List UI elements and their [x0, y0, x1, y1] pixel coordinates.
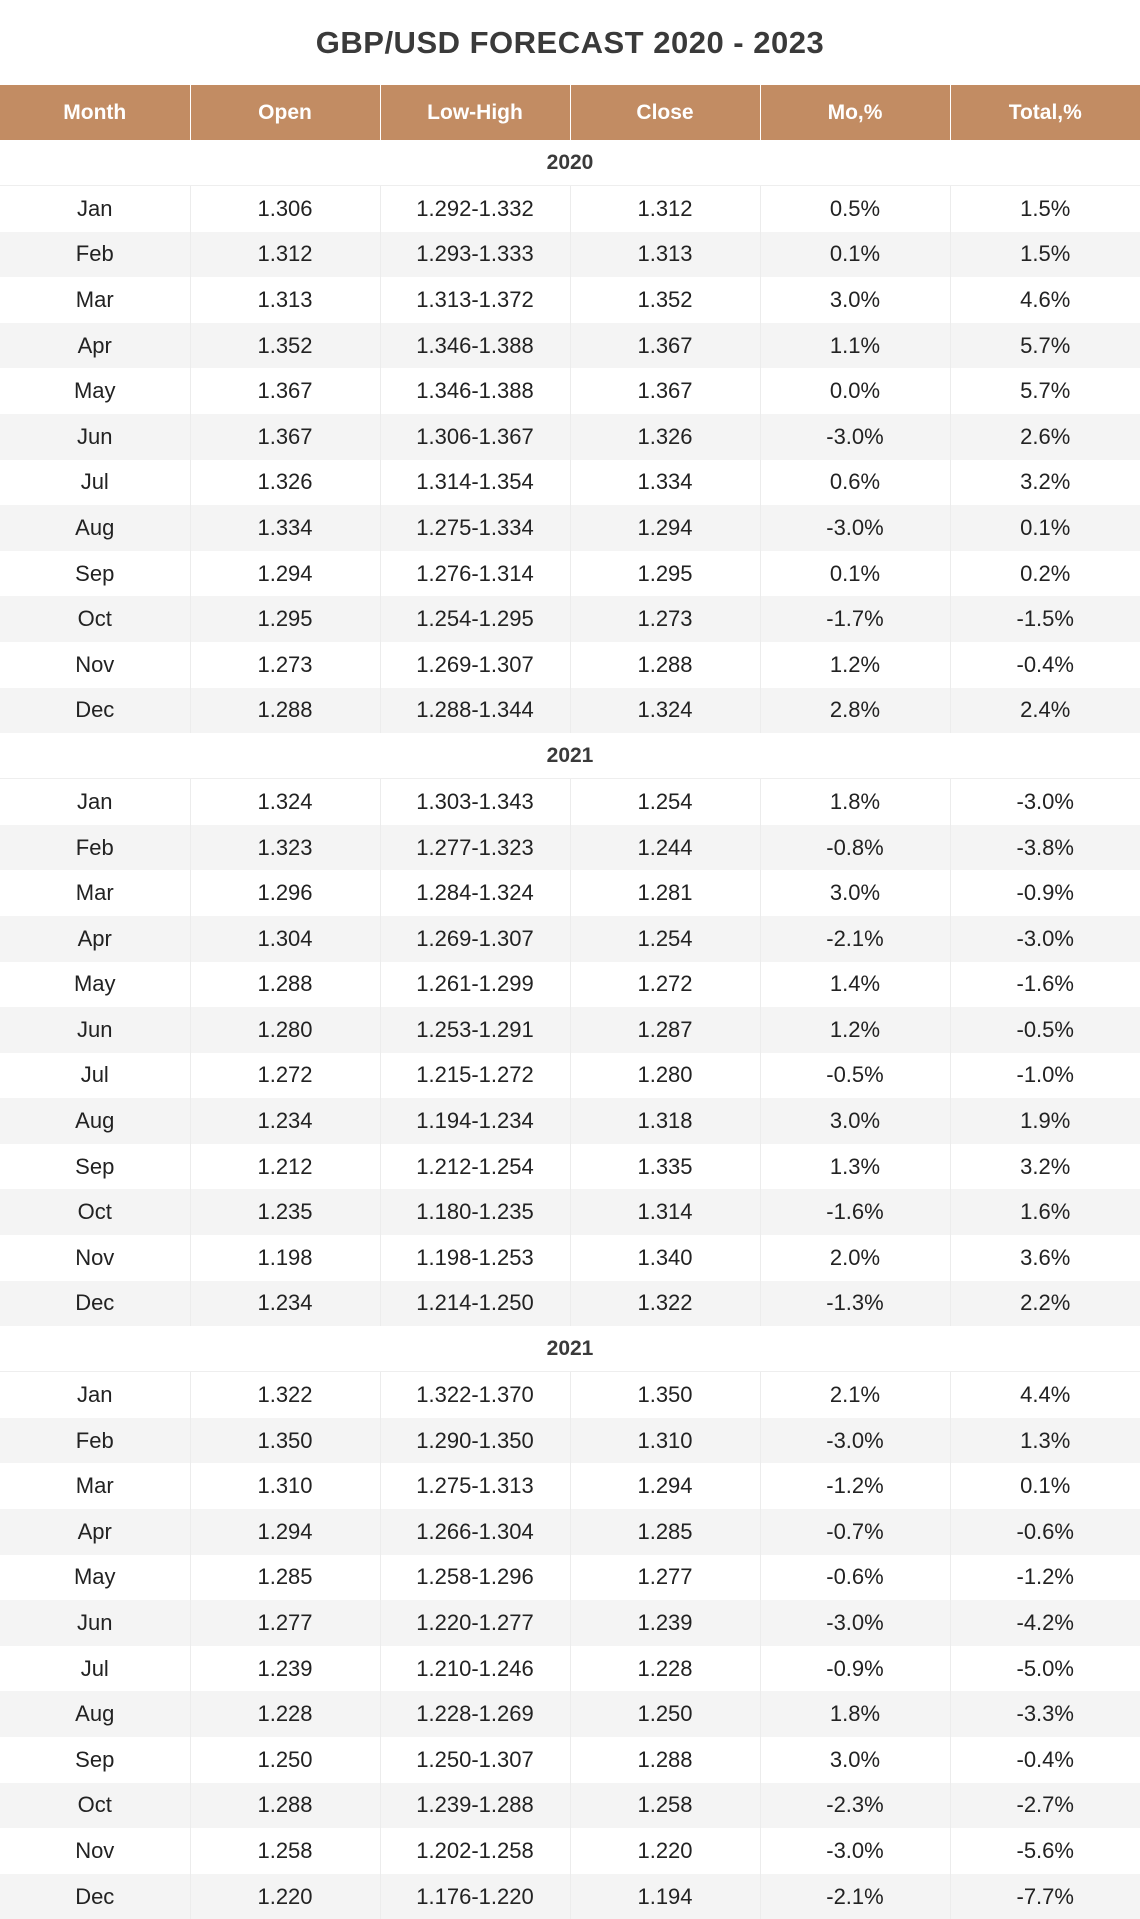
month-cell: May	[0, 1555, 190, 1601]
low-high-cell: 1.276-1.314	[380, 551, 570, 597]
month-change-cell: -1.6%	[760, 1189, 950, 1235]
close-cell: 1.281	[570, 870, 760, 916]
total-change-cell: -3.0%	[950, 916, 1140, 962]
total-change-cell: -1.5%	[950, 596, 1140, 642]
low-high-cell: 1.290-1.350	[380, 1418, 570, 1464]
column-header-month-change: Mo,%	[760, 85, 950, 140]
close-cell: 1.322	[570, 1281, 760, 1327]
total-change-cell: -0.4%	[950, 642, 1140, 688]
total-change-cell: 2.6%	[950, 414, 1140, 460]
close-cell: 1.335	[570, 1144, 760, 1190]
total-change-cell: -4.2%	[950, 1600, 1140, 1646]
month-cell: Feb	[0, 1418, 190, 1464]
month-change-cell: -0.9%	[760, 1646, 950, 1692]
table-row	[0, 1098, 1140, 1144]
table-row	[0, 1691, 1140, 1737]
close-cell: 1.287	[570, 1007, 760, 1053]
close-cell: 1.254	[570, 779, 760, 825]
header-row	[0, 85, 1140, 140]
open-cell: 1.294	[190, 1509, 380, 1555]
close-cell: 1.280	[570, 1053, 760, 1099]
month-change-cell: 3.0%	[760, 1098, 950, 1144]
low-high-cell: 1.194-1.234	[380, 1098, 570, 1144]
total-change-cell: -3.3%	[950, 1691, 1140, 1737]
open-cell: 1.235	[190, 1189, 380, 1235]
total-change-cell: -5.0%	[950, 1646, 1140, 1692]
low-high-cell: 1.198-1.253	[380, 1235, 570, 1281]
low-high-cell: 1.313-1.372	[380, 277, 570, 323]
table-row	[0, 1189, 1140, 1235]
table-row	[0, 1555, 1140, 1601]
close-cell: 1.340	[570, 1235, 760, 1281]
low-high-cell: 1.269-1.307	[380, 916, 570, 962]
total-change-cell: 0.1%	[950, 505, 1140, 551]
column-header-total-change: Total,%	[950, 85, 1140, 140]
month-cell: Mar	[0, 1463, 190, 1509]
total-change-cell: 1.6%	[950, 1189, 1140, 1235]
month-cell: Feb	[0, 825, 190, 871]
table-row	[0, 916, 1140, 962]
total-change-cell: -0.9%	[950, 870, 1140, 916]
total-change-cell: 4.4%	[950, 1372, 1140, 1418]
close-cell: 1.288	[570, 642, 760, 688]
close-cell: 1.220	[570, 1828, 760, 1874]
table-row	[0, 186, 1140, 232]
open-cell: 1.239	[190, 1646, 380, 1692]
month-cell: Oct	[0, 1783, 190, 1829]
table-row	[0, 277, 1140, 323]
month-cell: Apr	[0, 323, 190, 369]
month-cell: Mar	[0, 870, 190, 916]
close-cell: 1.250	[570, 1691, 760, 1737]
year-label: 2021	[0, 733, 1140, 779]
total-change-cell: -0.4%	[950, 1737, 1140, 1783]
close-cell: 1.324	[570, 688, 760, 734]
table-body	[0, 140, 1140, 1919]
month-cell: Dec	[0, 1281, 190, 1327]
open-cell: 1.288	[190, 1783, 380, 1829]
total-change-cell: 1.5%	[950, 232, 1140, 278]
open-cell: 1.280	[190, 1007, 380, 1053]
total-change-cell: -3.0%	[950, 779, 1140, 825]
month-change-cell: -1.2%	[760, 1463, 950, 1509]
table-row	[0, 1783, 1140, 1829]
month-cell: Jan	[0, 1372, 190, 1418]
month-cell: Dec	[0, 688, 190, 734]
low-high-cell: 1.258-1.296	[380, 1555, 570, 1601]
close-cell: 1.288	[570, 1737, 760, 1783]
low-high-cell: 1.288-1.344	[380, 688, 570, 734]
table-row	[0, 1235, 1140, 1281]
close-cell: 1.295	[570, 551, 760, 597]
total-change-cell: 5.7%	[950, 368, 1140, 414]
column-header-low-high: Low-High	[380, 85, 570, 140]
close-cell: 1.367	[570, 323, 760, 369]
low-high-cell: 1.253-1.291	[380, 1007, 570, 1053]
table-header	[0, 85, 1140, 140]
month-change-cell: 1.8%	[760, 1691, 950, 1737]
month-cell: Aug	[0, 1098, 190, 1144]
table-row	[0, 232, 1140, 278]
table-row	[0, 1646, 1140, 1692]
low-high-cell: 1.228-1.269	[380, 1691, 570, 1737]
month-change-cell: 0.5%	[760, 186, 950, 232]
total-change-cell: 3.2%	[950, 460, 1140, 506]
column-header-open: Open	[190, 85, 380, 140]
month-change-cell: 0.0%	[760, 368, 950, 414]
low-high-cell: 1.202-1.258	[380, 1828, 570, 1874]
month-cell: Aug	[0, 505, 190, 551]
month-change-cell: 2.0%	[760, 1235, 950, 1281]
month-cell: Jan	[0, 186, 190, 232]
low-high-cell: 1.250-1.307	[380, 1737, 570, 1783]
close-cell: 1.285	[570, 1509, 760, 1555]
total-change-cell: 0.2%	[950, 551, 1140, 597]
table-row	[0, 1007, 1140, 1053]
low-high-cell: 1.261-1.299	[380, 962, 570, 1008]
month-cell: Apr	[0, 916, 190, 962]
table-row	[0, 368, 1140, 414]
total-change-cell: 2.2%	[950, 1281, 1140, 1327]
close-cell: 1.318	[570, 1098, 760, 1144]
open-cell: 1.367	[190, 368, 380, 414]
low-high-cell: 1.220-1.277	[380, 1600, 570, 1646]
month-change-cell: -1.3%	[760, 1281, 950, 1327]
month-change-cell: -3.0%	[760, 1828, 950, 1874]
month-cell: Nov	[0, 642, 190, 688]
year-row	[0, 140, 1140, 186]
month-cell: Oct	[0, 596, 190, 642]
year-label: 2021	[0, 1326, 1140, 1372]
close-cell: 1.273	[570, 596, 760, 642]
close-cell: 1.254	[570, 916, 760, 962]
low-high-cell: 1.275-1.334	[380, 505, 570, 551]
month-cell: Jun	[0, 414, 190, 460]
open-cell: 1.258	[190, 1828, 380, 1874]
month-change-cell: 1.4%	[760, 962, 950, 1008]
table-row	[0, 505, 1140, 551]
total-change-cell: 0.1%	[950, 1463, 1140, 1509]
low-high-cell: 1.214-1.250	[380, 1281, 570, 1327]
low-high-cell: 1.284-1.324	[380, 870, 570, 916]
page-title: GBP/USD FORECAST 2020 - 2023	[315, 25, 825, 60]
open-cell: 1.313	[190, 277, 380, 323]
close-cell: 1.352	[570, 277, 760, 323]
open-cell: 1.296	[190, 870, 380, 916]
table-row	[0, 323, 1140, 369]
low-high-cell: 1.346-1.388	[380, 323, 570, 369]
total-change-cell: -1.2%	[950, 1555, 1140, 1601]
total-change-cell: 1.9%	[950, 1098, 1140, 1144]
table-row	[0, 1144, 1140, 1190]
total-change-cell: -5.6%	[950, 1828, 1140, 1874]
month-change-cell: 3.0%	[760, 1737, 950, 1783]
close-cell: 1.312	[570, 186, 760, 232]
month-change-cell: 0.1%	[760, 551, 950, 597]
open-cell: 1.326	[190, 460, 380, 506]
table-row	[0, 1463, 1140, 1509]
open-cell: 1.220	[190, 1874, 380, 1919]
open-cell: 1.273	[190, 642, 380, 688]
year-row	[0, 1326, 1140, 1372]
total-change-cell: 1.5%	[950, 186, 1140, 232]
open-cell: 1.310	[190, 1463, 380, 1509]
month-change-cell: -3.0%	[760, 1418, 950, 1464]
month-change-cell: -2.1%	[760, 1874, 950, 1919]
table-row	[0, 962, 1140, 1008]
total-change-cell: -2.7%	[950, 1783, 1140, 1829]
month-cell: Sep	[0, 1737, 190, 1783]
table-row	[0, 825, 1140, 871]
open-cell: 1.285	[190, 1555, 380, 1601]
month-change-cell: 3.0%	[760, 277, 950, 323]
close-cell: 1.350	[570, 1372, 760, 1418]
open-cell: 1.367	[190, 414, 380, 460]
low-high-cell: 1.346-1.388	[380, 368, 570, 414]
month-change-cell: 3.0%	[760, 870, 950, 916]
month-cell: Jun	[0, 1007, 190, 1053]
low-high-cell: 1.275-1.313	[380, 1463, 570, 1509]
low-high-cell: 1.215-1.272	[380, 1053, 570, 1099]
month-cell: Nov	[0, 1235, 190, 1281]
month-cell: Sep	[0, 1144, 190, 1190]
table-row	[0, 551, 1140, 597]
low-high-cell: 1.254-1.295	[380, 596, 570, 642]
table-row	[0, 1874, 1140, 1919]
open-cell: 1.324	[190, 779, 380, 825]
table-row	[0, 414, 1140, 460]
open-cell: 1.250	[190, 1737, 380, 1783]
month-cell: Oct	[0, 1189, 190, 1235]
month-cell: Jul	[0, 1646, 190, 1692]
month-change-cell: -2.3%	[760, 1783, 950, 1829]
table-row	[0, 1418, 1140, 1464]
month-cell: Jul	[0, 1053, 190, 1099]
open-cell: 1.277	[190, 1600, 380, 1646]
total-change-cell: 3.6%	[950, 1235, 1140, 1281]
low-high-cell: 1.322-1.370	[380, 1372, 570, 1418]
close-cell: 1.194	[570, 1874, 760, 1919]
year-label: 2020	[0, 140, 1140, 186]
close-cell: 1.239	[570, 1600, 760, 1646]
month-cell: May	[0, 368, 190, 414]
month-change-cell: 1.2%	[760, 642, 950, 688]
low-high-cell: 1.269-1.307	[380, 642, 570, 688]
month-change-cell: -0.8%	[760, 825, 950, 871]
table-row	[0, 688, 1140, 734]
total-change-cell: 5.7%	[950, 323, 1140, 369]
open-cell: 1.350	[190, 1418, 380, 1464]
close-cell: 1.228	[570, 1646, 760, 1692]
month-change-cell: -1.7%	[760, 596, 950, 642]
low-high-cell: 1.180-1.235	[380, 1189, 570, 1235]
close-cell: 1.244	[570, 825, 760, 871]
close-cell: 1.334	[570, 460, 760, 506]
low-high-cell: 1.303-1.343	[380, 779, 570, 825]
open-cell: 1.228	[190, 1691, 380, 1737]
month-cell: Feb	[0, 232, 190, 278]
open-cell: 1.234	[190, 1281, 380, 1327]
close-cell: 1.272	[570, 962, 760, 1008]
open-cell: 1.312	[190, 232, 380, 278]
month-cell: Mar	[0, 277, 190, 323]
month-change-cell: 1.1%	[760, 323, 950, 369]
month-change-cell: 0.6%	[760, 460, 950, 506]
close-cell: 1.313	[570, 232, 760, 278]
month-cell: Jan	[0, 779, 190, 825]
column-header-month: Month	[0, 85, 190, 140]
low-high-cell: 1.212-1.254	[380, 1144, 570, 1190]
open-cell: 1.323	[190, 825, 380, 871]
low-high-cell: 1.292-1.332	[380, 186, 570, 232]
low-high-cell: 1.293-1.333	[380, 232, 570, 278]
table-row	[0, 596, 1140, 642]
open-cell: 1.322	[190, 1372, 380, 1418]
low-high-cell: 1.239-1.288	[380, 1783, 570, 1829]
total-change-cell: 3.2%	[950, 1144, 1140, 1190]
month-cell: Nov	[0, 1828, 190, 1874]
month-cell: Sep	[0, 551, 190, 597]
month-change-cell: -3.0%	[760, 1600, 950, 1646]
month-change-cell: -0.7%	[760, 1509, 950, 1555]
open-cell: 1.294	[190, 551, 380, 597]
month-cell: Dec	[0, 1874, 190, 1919]
low-high-cell: 1.176-1.220	[380, 1874, 570, 1919]
month-change-cell: -0.6%	[760, 1555, 950, 1601]
low-high-cell: 1.277-1.323	[380, 825, 570, 871]
close-cell: 1.258	[570, 1783, 760, 1829]
month-change-cell: 0.1%	[760, 232, 950, 278]
open-cell: 1.295	[190, 596, 380, 642]
low-high-cell: 1.266-1.304	[380, 1509, 570, 1555]
table-row	[0, 460, 1140, 506]
month-change-cell: 1.8%	[760, 779, 950, 825]
open-cell: 1.212	[190, 1144, 380, 1190]
open-cell: 1.234	[190, 1098, 380, 1144]
year-row	[0, 733, 1140, 779]
month-change-cell: 1.2%	[760, 1007, 950, 1053]
month-change-cell: 2.1%	[760, 1372, 950, 1418]
open-cell: 1.306	[190, 186, 380, 232]
open-cell: 1.198	[190, 1235, 380, 1281]
total-change-cell: -0.6%	[950, 1509, 1140, 1555]
total-change-cell: -1.0%	[950, 1053, 1140, 1099]
month-change-cell: 1.3%	[760, 1144, 950, 1190]
month-change-cell: 2.8%	[760, 688, 950, 734]
table-row	[0, 1737, 1140, 1783]
month-change-cell: -0.5%	[760, 1053, 950, 1099]
total-change-cell: -1.6%	[950, 962, 1140, 1008]
table-row	[0, 1509, 1140, 1555]
open-cell: 1.352	[190, 323, 380, 369]
table-row	[0, 1600, 1140, 1646]
open-cell: 1.288	[190, 962, 380, 1008]
close-cell: 1.294	[570, 505, 760, 551]
table-row	[0, 1281, 1140, 1327]
total-change-cell: 1.3%	[950, 1418, 1140, 1464]
open-cell: 1.288	[190, 688, 380, 734]
month-cell: Apr	[0, 1509, 190, 1555]
table-row	[0, 642, 1140, 688]
low-high-cell: 1.306-1.367	[380, 414, 570, 460]
close-cell: 1.367	[570, 368, 760, 414]
table-row	[0, 1053, 1140, 1099]
month-cell: Jun	[0, 1600, 190, 1646]
close-cell: 1.277	[570, 1555, 760, 1601]
month-change-cell: -3.0%	[760, 414, 950, 460]
table-row	[0, 779, 1140, 825]
total-change-cell: -3.8%	[950, 825, 1140, 871]
forecast-table	[0, 85, 1140, 1919]
close-cell: 1.310	[570, 1418, 760, 1464]
table-row	[0, 1372, 1140, 1418]
total-change-cell: 4.6%	[950, 277, 1140, 323]
open-cell: 1.272	[190, 1053, 380, 1099]
total-change-cell: -7.7%	[950, 1874, 1140, 1919]
table-row	[0, 1828, 1140, 1874]
month-cell: Jul	[0, 460, 190, 506]
close-cell: 1.314	[570, 1189, 760, 1235]
month-cell: May	[0, 962, 190, 1008]
month-cell: Aug	[0, 1691, 190, 1737]
open-cell: 1.304	[190, 916, 380, 962]
low-high-cell: 1.314-1.354	[380, 460, 570, 506]
low-high-cell: 1.210-1.246	[380, 1646, 570, 1692]
month-change-cell: -3.0%	[760, 505, 950, 551]
total-change-cell: -0.5%	[950, 1007, 1140, 1053]
close-cell: 1.294	[570, 1463, 760, 1509]
close-cell: 1.326	[570, 414, 760, 460]
table-row	[0, 870, 1140, 916]
total-change-cell: 2.4%	[950, 688, 1140, 734]
column-header-close: Close	[570, 85, 760, 140]
month-change-cell: -2.1%	[760, 916, 950, 962]
open-cell: 1.334	[190, 505, 380, 551]
